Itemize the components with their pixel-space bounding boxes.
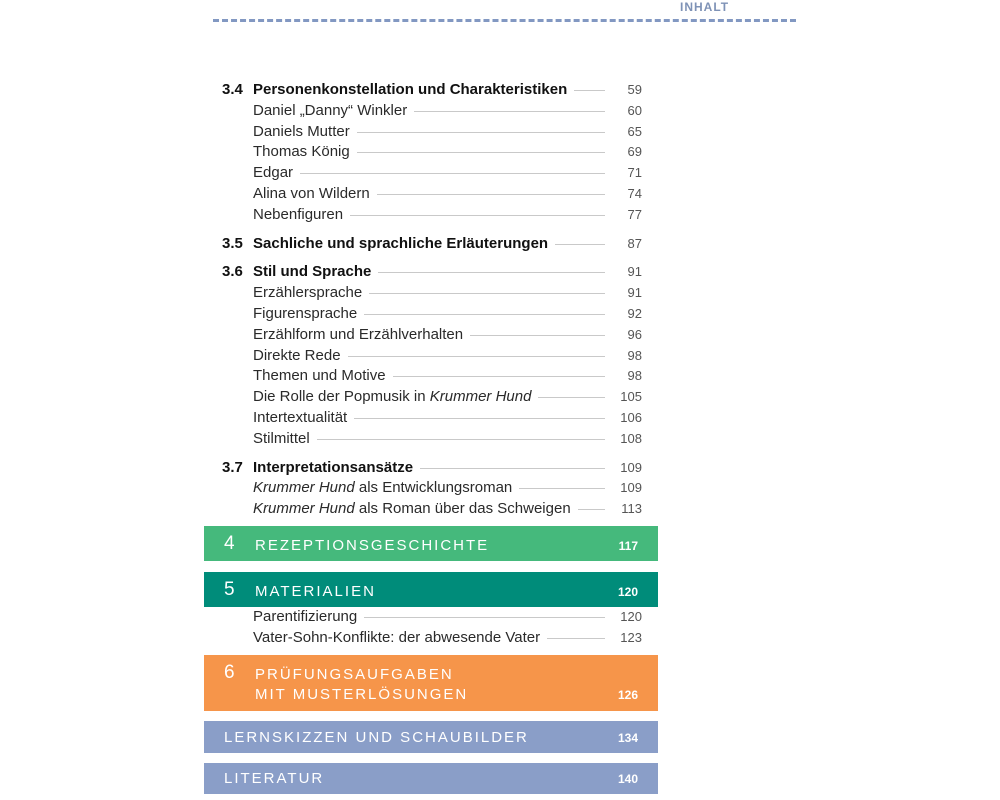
toc-title-text: Daniel „Danny“ Winkler bbox=[253, 101, 408, 119]
toc-title bbox=[253, 499, 571, 520]
toc-page-number: 120 bbox=[620, 609, 642, 624]
toc-title bbox=[253, 458, 413, 479]
band-title: LITERATUR bbox=[224, 770, 325, 787]
toc-title bbox=[253, 346, 341, 367]
toc-title-text: Alina von Wildern bbox=[253, 184, 370, 202]
toc-title-text: Daniels Mutter bbox=[253, 122, 350, 140]
toc-section-number: 3.5 bbox=[222, 234, 243, 252]
toc-entry[interactable] bbox=[222, 325, 642, 346]
toc-title-text: Personenkonstellation und Charakteristiken bbox=[253, 81, 568, 98]
toc-title-text: Erzählform und Erzählverhalten bbox=[253, 325, 464, 343]
toc-leader-line bbox=[547, 638, 605, 639]
band-number: 4 bbox=[224, 533, 235, 554]
toc-entry[interactable] bbox=[222, 101, 642, 122]
toc-title bbox=[253, 205, 343, 226]
toc-page-number: 71 bbox=[627, 165, 642, 181]
toc-leader-line bbox=[357, 132, 605, 133]
toc-page-number: 98 bbox=[627, 368, 642, 384]
toc-title-italic: Krummer Hund bbox=[253, 500, 355, 518]
band-title: LERNSKIZZEN UND SCHAUBILDER bbox=[224, 729, 529, 746]
toc-title-text: Figurensprache bbox=[253, 304, 358, 322]
toc-page-number: 108 bbox=[620, 430, 642, 446]
band-page: 134 bbox=[617, 731, 638, 745]
toc-page-number: 98 bbox=[627, 347, 642, 363]
toc-title-text: Intertextualität bbox=[253, 408, 348, 426]
toc-title bbox=[253, 101, 407, 122]
toc-entry[interactable] bbox=[222, 387, 642, 408]
toc-section-number: 3.4 bbox=[222, 81, 243, 98]
toc-title bbox=[253, 607, 357, 628]
running-head: INHALT bbox=[680, 0, 730, 14]
toc-section-heading[interactable] bbox=[222, 262, 642, 283]
band-rezeptionsgeschichte[interactable] bbox=[204, 526, 658, 561]
band-title-line-2: MIT MUSTERLÖSUNGEN bbox=[255, 686, 469, 703]
header-dashed-rule bbox=[213, 19, 796, 22]
toc-section-number: 3.7 bbox=[222, 458, 243, 476]
toc-title-text: Edgar bbox=[253, 164, 294, 182]
toc-section-heading[interactable] bbox=[222, 80, 642, 101]
toc-entry[interactable] bbox=[222, 304, 642, 325]
toc-entry[interactable] bbox=[222, 499, 642, 520]
toc-entry[interactable] bbox=[222, 478, 642, 499]
band-number: 6 bbox=[224, 662, 235, 683]
toc-page-number: 113 bbox=[621, 501, 642, 517]
toc-title bbox=[253, 283, 362, 304]
toc-title-text: Interpretationsansätze bbox=[253, 458, 414, 476]
band-literatur[interactable] bbox=[204, 763, 658, 794]
toc-title-text: Die Rolle der Popmusik in bbox=[253, 388, 430, 406]
toc-leader-line bbox=[348, 356, 605, 357]
toc-title bbox=[253, 325, 463, 346]
toc-title bbox=[253, 234, 548, 255]
toc-gap bbox=[222, 254, 642, 262]
toc-section-number: 3.6 bbox=[222, 263, 243, 281]
toc-title-text: als Entwicklungsroman bbox=[354, 479, 513, 497]
toc-title-text: Stilmittel bbox=[253, 429, 310, 447]
toc-gap bbox=[222, 226, 642, 234]
toc-title-text: Nebenfiguren bbox=[253, 205, 344, 223]
toc-title bbox=[253, 628, 540, 649]
toc-block-materialien bbox=[222, 607, 642, 649]
toc-leader-line bbox=[300, 173, 605, 174]
toc-title bbox=[253, 408, 347, 429]
toc-entry[interactable] bbox=[222, 205, 642, 226]
toc-leader-line bbox=[354, 418, 605, 419]
toc-leader-line bbox=[378, 272, 605, 273]
toc-page-number: 87 bbox=[627, 235, 642, 251]
band-title: REZEPTIONSGESCHICHTE bbox=[255, 537, 490, 554]
toc-page-number: 59 bbox=[627, 82, 642, 97]
toc-page-number: 109 bbox=[620, 480, 642, 496]
toc-entry[interactable] bbox=[222, 122, 642, 143]
toc-page-number: 65 bbox=[627, 123, 642, 139]
band-lernskizzen[interactable] bbox=[204, 721, 658, 753]
toc-page-number: 91 bbox=[627, 264, 642, 280]
toc-block-chapter-3 bbox=[222, 80, 642, 520]
band-materialien[interactable] bbox=[204, 572, 658, 607]
toc-title-text: Parentifizierung bbox=[253, 608, 358, 625]
toc-entry[interactable] bbox=[222, 607, 642, 628]
toc-entry[interactable] bbox=[222, 283, 642, 304]
toc-page-number: 77 bbox=[627, 206, 642, 222]
toc-title bbox=[253, 142, 350, 163]
toc-leader-line bbox=[364, 617, 605, 618]
toc-title-text: als Roman über das Schweigen bbox=[354, 500, 571, 518]
toc-gap bbox=[222, 450, 642, 458]
toc-leader-line bbox=[317, 439, 605, 440]
band-title: MATERIALIEN bbox=[255, 583, 376, 600]
toc-title-text: Thomas König bbox=[253, 143, 350, 161]
toc-leader-line bbox=[470, 335, 605, 336]
toc-page-number: 74 bbox=[627, 185, 642, 201]
toc-title bbox=[253, 163, 293, 184]
toc-entry[interactable] bbox=[222, 163, 642, 184]
band-page: 140 bbox=[617, 772, 638, 786]
toc-title-italic: Krummer Hund bbox=[253, 479, 355, 497]
toc-title bbox=[253, 387, 531, 408]
toc-title-text: Erzählersprache bbox=[253, 284, 363, 302]
toc-leader-line bbox=[377, 194, 605, 195]
toc-title bbox=[253, 304, 357, 325]
toc-title-text: Stil und Sprache bbox=[253, 263, 372, 281]
toc-page-number: 60 bbox=[627, 102, 642, 118]
toc-title bbox=[253, 184, 370, 205]
toc-leader-line bbox=[519, 488, 605, 489]
toc-page-number: 106 bbox=[620, 409, 642, 425]
toc-entry[interactable] bbox=[222, 346, 642, 367]
toc-leader-line bbox=[357, 152, 605, 153]
toc-leader-line bbox=[393, 376, 605, 377]
toc-entry[interactable] bbox=[222, 184, 642, 205]
toc-section-heading[interactable] bbox=[222, 234, 642, 255]
toc-title-text: Themen und Motive bbox=[253, 367, 386, 385]
toc-title-text: Direkte Rede bbox=[253, 346, 341, 364]
toc-page-number: 123 bbox=[620, 629, 642, 645]
toc-title bbox=[253, 262, 371, 283]
toc-title bbox=[253, 478, 512, 499]
toc-entry[interactable] bbox=[222, 142, 642, 163]
toc-leader-line bbox=[420, 468, 605, 469]
toc-entry[interactable] bbox=[222, 366, 642, 387]
toc-page-number: 96 bbox=[627, 326, 642, 342]
band-pruefungsaufgaben[interactable] bbox=[204, 655, 658, 711]
band-title-line-1: PRÜFUNGSAUFGABEN bbox=[255, 666, 454, 683]
toc-leader-line bbox=[555, 244, 605, 245]
toc-title bbox=[253, 80, 567, 101]
toc-page-number: 91 bbox=[627, 285, 642, 301]
band-page: 117 bbox=[618, 539, 638, 553]
toc-leader-line bbox=[350, 215, 605, 216]
toc-page-number: 92 bbox=[627, 305, 642, 321]
toc-title-italic: Krummer Hund bbox=[429, 388, 532, 406]
toc-title bbox=[253, 366, 386, 387]
band-page: 126 bbox=[617, 688, 638, 702]
toc-title bbox=[253, 122, 350, 143]
toc-entry[interactable] bbox=[222, 628, 642, 649]
toc-section-heading[interactable] bbox=[222, 458, 642, 479]
toc-leader-line bbox=[369, 293, 605, 294]
toc-title bbox=[253, 429, 310, 450]
toc-leader-line bbox=[574, 90, 605, 91]
toc-leader-line bbox=[364, 314, 605, 315]
toc-entry[interactable] bbox=[222, 429, 642, 450]
toc-title-text: Sachliche und sprachliche Erläuterungen bbox=[253, 234, 549, 252]
toc-leader-line bbox=[414, 111, 605, 112]
toc-page-number: 105 bbox=[620, 389, 642, 405]
toc-entry[interactable] bbox=[222, 408, 642, 429]
band-page: 120 bbox=[617, 585, 638, 599]
toc-title-text: Vater-Sohn-Konflikte: der abwesende Vater bbox=[253, 628, 541, 646]
toc-leader-line bbox=[578, 509, 605, 510]
band-number: 5 bbox=[224, 579, 235, 600]
toc-leader-line bbox=[538, 397, 605, 398]
toc-page-number: 109 bbox=[620, 459, 642, 475]
toc-page-number: 69 bbox=[627, 144, 642, 160]
